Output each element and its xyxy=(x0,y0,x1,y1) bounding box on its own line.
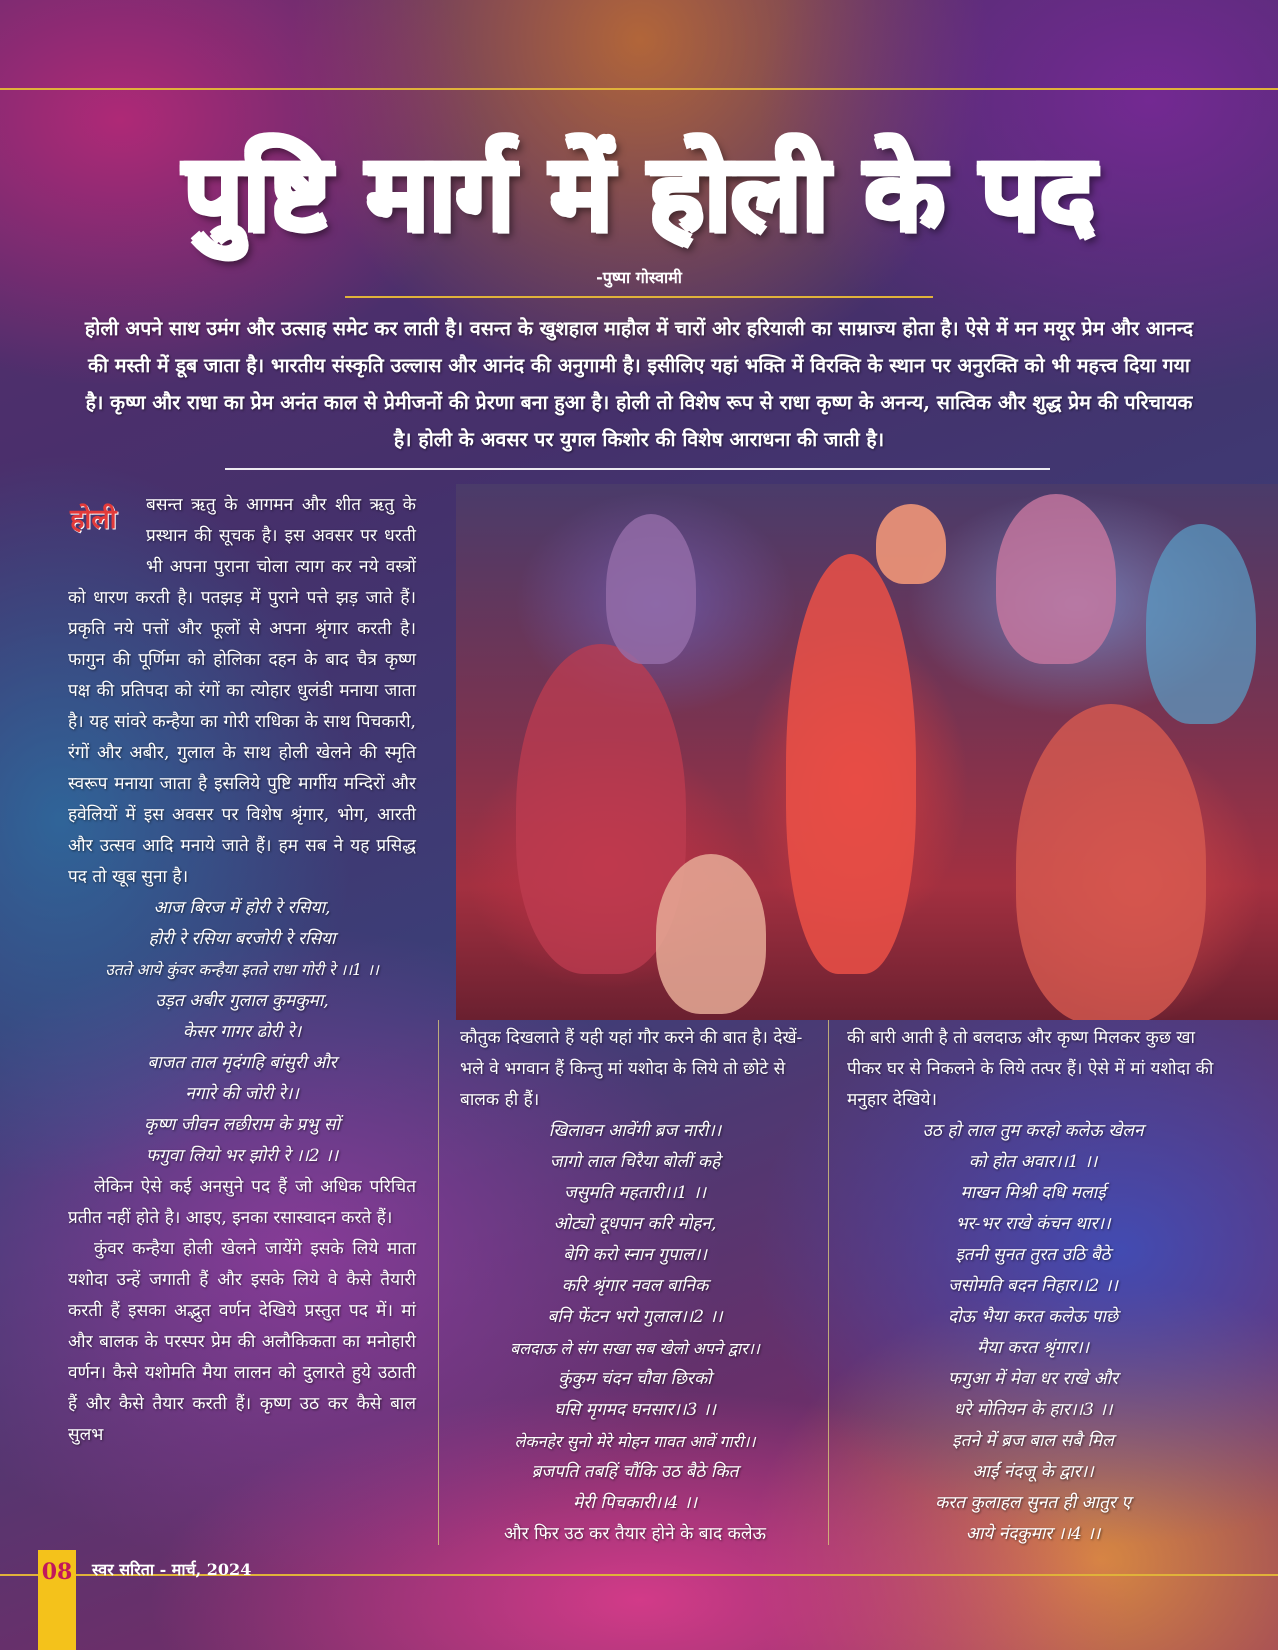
verse-line: कुंकुम चंदन चौवा छिरको xyxy=(558,1369,712,1389)
verse-line: खिलावन आवेंगी ब्रज नारी।। xyxy=(548,1121,722,1141)
verse-line: घसि मृगमद घनसार।।3 ।। xyxy=(554,1400,716,1420)
page-title: पुष्टि मार्ग में होली के पद xyxy=(183,131,1095,254)
verse-block-2 xyxy=(460,1116,810,1519)
verse-line: जागो लाल चिरैया बोलीं कहे xyxy=(549,1152,721,1172)
verse-line: धरे मोतियन के हार।।3 ।। xyxy=(953,1400,1113,1420)
verse-line: उतते आये कुंवर कन्हैया इतते राधा गोरी रे ।।1 ।। xyxy=(105,961,379,979)
verse-line: मेरी पिचकारी।।4 ।। xyxy=(573,1493,697,1513)
column-divider xyxy=(438,1020,439,1545)
author-byline: -पुष्पा गोस्वामी xyxy=(596,268,682,287)
verse-line: जसोमति बदन निहार।।2 ।। xyxy=(948,1276,1118,1296)
verse-line: उड़त अबीर गुलाल कुमकुमा, xyxy=(155,991,329,1011)
intro-paragraph: होली अपने साथ उमंग और उत्साह समेट कर लाती है। वसन्त के खुशहाल माहौल में चारों ओर हरियाली का साम्राज्य होता है। ऐसे में मन मयूर प्रेम और आनन्द की मस्ती में डूब जाता है। भारतीय संस्कृति उल्लास और आनंद की अनुगामी है। इसीलिए यहां भक्ति में विरक्ति के स्थान पर अनुरक्ति को भी महत्त्व दिया गया है। कृष्ण और राधा का प्रेम अनंत काल से प्रेमीजनों की प्रेरणा बना हुआ है। होली तो विशेष रूप से राधा कृष्ण के अनन्य, सात्विक और शुद्ध प्रेम की परिचायक है। होली के अवसर पर युगल किशोर की विशेष आराधना की जाती है। xyxy=(84,317,1194,451)
paragraph: की बारी आती है तो बलदाऊ और कृष्ण मिलकर कुछ खा पीकर घर से निकलने के लिये तत्पर हैं। ऐसे में मां यशोदा की मनुहार देखिये। xyxy=(847,1028,1214,1110)
verse-line: होरी रे रसिया बरजोरी रे रसिया xyxy=(148,929,336,949)
verse-line: इतने में ब्रज बाल सबै मिल xyxy=(952,1431,1114,1451)
verse-line: फगुवा लियो भर झोरी रे ।।2 ।। xyxy=(145,1146,339,1166)
paragraph: लेकिन ऐसे कई अनसुने पद हैं जो अधिक परिचित प्रतीत नहीं होते है। आइए, इनका रसास्वादन करते हैं। xyxy=(68,1177,416,1228)
verse-line: केसर गागर ढोरी रे। xyxy=(182,1022,302,1042)
paragraph: कुंवर कन्हैया होली खेलने जायेंगे इसके लिये माता यशोदा उन्हें जगाती हैं और इसके लिये वे कैसे तैयारी करती हैं इसका अद्भुत वर्णन देखिये प्रस्तुत पद में। मां और बालक के परस्पर प्रेम की अलौकिकता का मनोहारी वर्णन। कैसे यशोमति मैया लालन को दुलारते हुये उठाती हैं और कैसे तैयार करती हैं। कृष्ण उठ कर कैसे बाल सुलभ xyxy=(68,1239,416,1445)
verse-line: उठ हो लाल तुम करहो कलेऊ खेलन xyxy=(922,1121,1144,1141)
holi-celebration-photo xyxy=(456,484,1278,1020)
verse-line: बाजत ताल मृदंगहि बांसुरी और xyxy=(147,1053,337,1073)
verse-line: फगुआ में मेवा धर राखे और xyxy=(947,1369,1119,1389)
verse-line: आईं नंदजू के द्वार।। xyxy=(972,1462,1094,1482)
verse-line: बलदाऊ ले संग सखा सब खेलो अपने द्वार।। xyxy=(510,1339,760,1358)
verse-line: दोऊ भैया करत कलेऊ पाछे xyxy=(947,1307,1119,1327)
verse-line: माखन मिश्री दधि मलाई xyxy=(960,1183,1106,1203)
column-left-opening: होली बसन्त ऋतु के आगमन और शीत ऋतु के प्रस्थान की सूचक है। इस अवसर पर धरती भी अपना पुराना चोला त्याग कर नये वस्त्रों को धारण करती है। पतझड़ में पुराने पत्ते झड़ जाते हैं। प्रकृति नये पत्तों और फूलों से अपना श्रृंगार करती है। फागुन की पूर्णिमा को होलिका दहन के बाद चैत्र कृष्ण पक्ष की प्रतिपदा को रंगों का त्योहार धुलंडी मनाया जाता है। यह सांवरे कन्हैया का गोरी राधिका के साथ पिचकारी, रंगों और अबीर, गुलाल के साथ होली खेलने की स्मृति स्वरूप मनाया जाता है इसलिये पुष्टि मार्गीय मन्दिरों और हवेलियों में इस अवसर पर विशेष श्रृंगार, भोग, आरती और उत्सव आदि मनाये जाते हैं। हम सब ने यह प्रसिद्ध पद तो खूब सुना है। xyxy=(68,495,416,887)
top-rule xyxy=(0,88,1278,90)
verse-line: करि श्रृंगार नवल बानिक xyxy=(561,1276,709,1296)
magazine-issue: स्वर सरिता - मार्च, 2024 xyxy=(92,1560,252,1579)
verse-line: बनि फेंटन भरो गुलाल।।2 ।। xyxy=(547,1307,723,1327)
column-middle xyxy=(460,1023,810,1550)
verse-line: नगारे की जोरी रे।। xyxy=(185,1084,299,1104)
verse-line: आज बिरज में होरी रे रसिया, xyxy=(153,898,331,918)
verse-line: कृष्ण जीवन लछीराम के प्रभु सों xyxy=(144,1115,340,1135)
verse-line: को होत अवार।।1 ।। xyxy=(968,1152,1098,1172)
column-divider xyxy=(828,1020,829,1545)
paragraph: कौतुक दिखलाते हैं यही यहां गौर करने की बात है। देखें-भले वे भगवान हैं किन्तु मां यशोदा के लिये तो छोटे से बालक ही हैं। xyxy=(460,1028,803,1110)
verse-line: ओट्यो दूधपान करि मोहन, xyxy=(553,1214,717,1234)
dropcap: होली xyxy=(70,504,117,535)
page-number: 08 xyxy=(38,1550,76,1650)
author-rule xyxy=(345,296,933,298)
verse-line: इतनी सुनत तुरत उठि बैठे xyxy=(955,1245,1111,1265)
paragraph: और फिर उठ कर तैयार होने के बाद कलेऊ xyxy=(504,1524,766,1544)
verse-line: आये नंदकुमार ।।4 ।। xyxy=(965,1524,1101,1544)
column-left xyxy=(68,490,416,1451)
verse-line: करत कुलाहल सुनत ही आतुर ए xyxy=(935,1493,1131,1513)
verse-line: ब्रजपति तबहिं चौंकि उठ बैठे कित xyxy=(531,1462,739,1482)
verse-line: लेकनहेर सुनो मेरे मोहन गावत आवें गारी।। xyxy=(514,1432,756,1451)
verse-line: बेगि करो स्नान गुपाल।। xyxy=(563,1245,707,1265)
intro-rule xyxy=(225,468,1050,470)
column-right xyxy=(847,1023,1219,1550)
verse-line: भर-भर राखे कंचन थार।। xyxy=(955,1214,1111,1234)
verse-line: जसुमति महतारी।।1 ।। xyxy=(564,1183,706,1203)
verse-block-1 xyxy=(68,893,416,1172)
verse-line: मैया करत श्रृंगार।। xyxy=(976,1338,1089,1358)
verse-block-3 xyxy=(847,1116,1219,1550)
